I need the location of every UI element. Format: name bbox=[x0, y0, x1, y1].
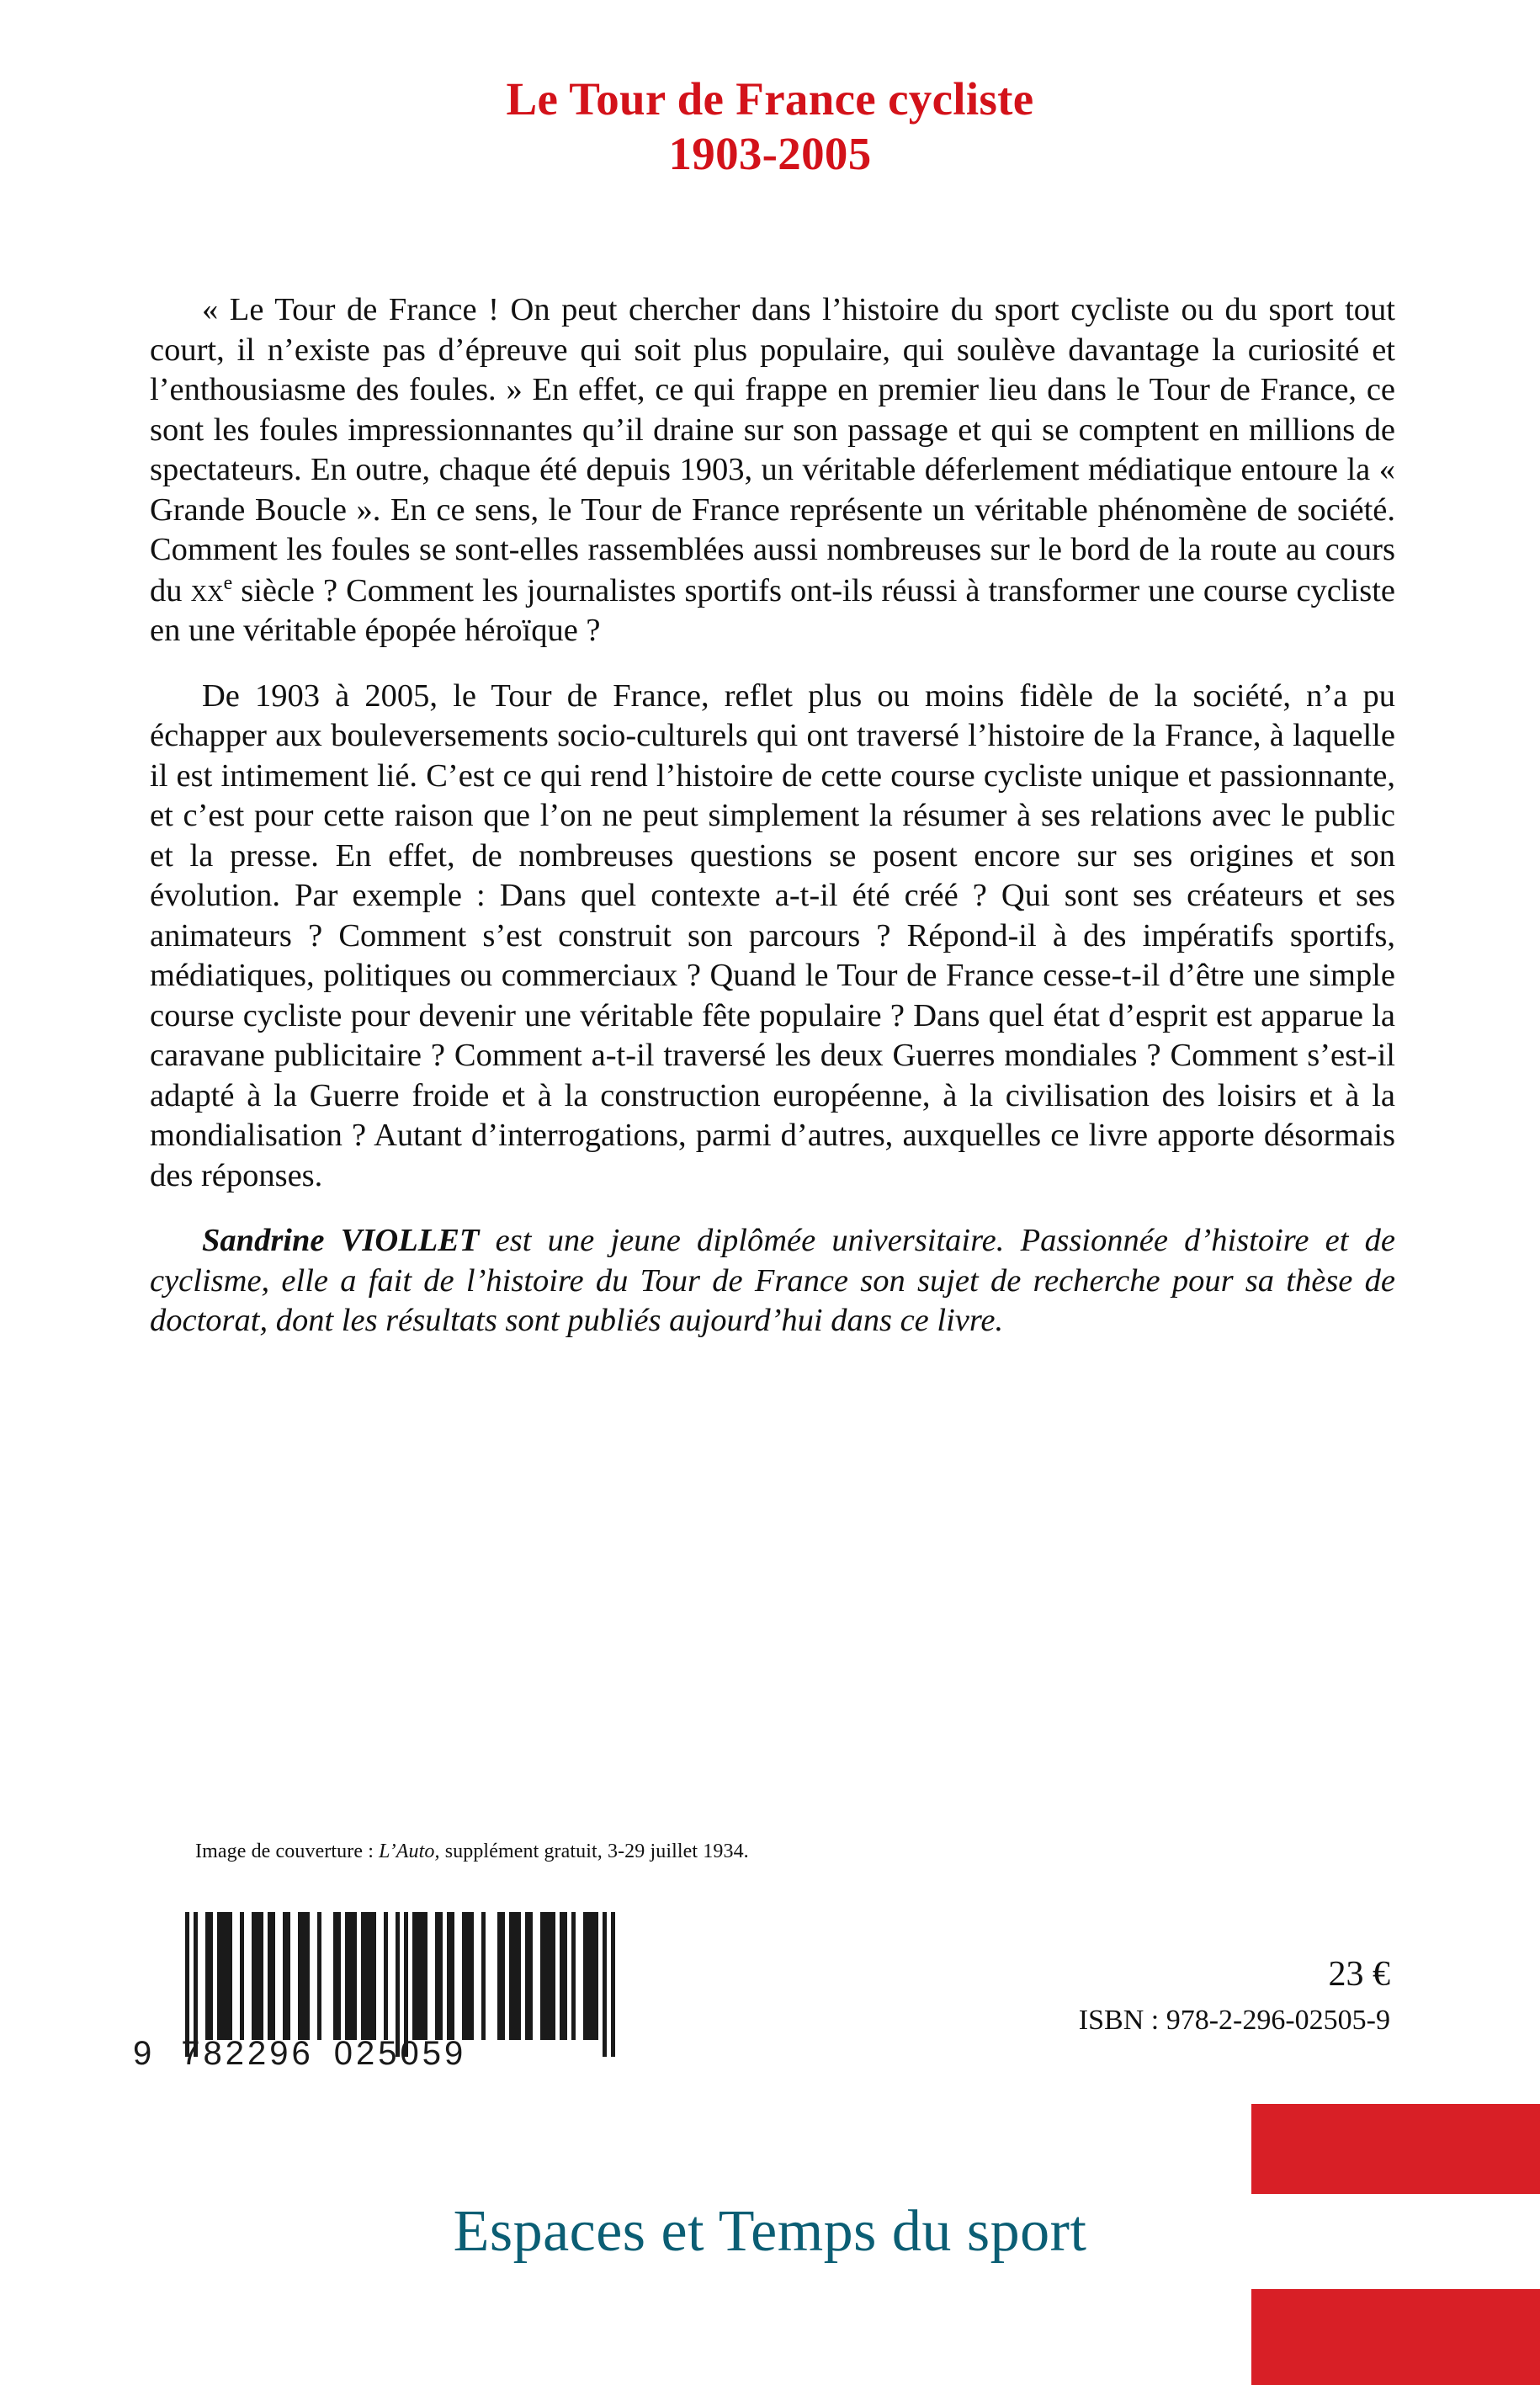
price-label: 23 € bbox=[1328, 1955, 1390, 1994]
book-title-line-1: Le Tour de France cycliste bbox=[506, 73, 1034, 125]
author-name: Sandrine VIOLLET bbox=[202, 1223, 480, 1258]
century-ordinal-suffix: e bbox=[223, 571, 233, 594]
barcode-left-group: 782296 bbox=[181, 2035, 314, 2072]
blurb-p1-part2: siècle ? Comment les journalistes sportifs ont-ils réussi à transformer une course cycliste en une véritable épopée héroïque ? bbox=[150, 572, 1395, 648]
book-title-line-2: 1903-2005 bbox=[668, 127, 872, 179]
blurb-paragraph-2: De 1903 à 2005, le Tour de France, reflet plus ou moins fidèle de la société, n’a pu échapper aux bouleversements socio-culturels qui ont traversé l’histoire de la France, à laquelle il est intimement lié. C’est ce qui rend l’histoire de cette course cycliste unique et passionnante, et c’est pour cette raison que l’on ne peut simplement la résumer à ses relations avec le public et la presse. En effet, de nombreuses questions se posent encore sur ses origines et son évolution. Par exemple : Dans quel contexte a-t-il été créé ? Qui sont ses créateurs et ses animateurs ? Comment s’est construit son parcours ? Répond-il à des impératifs sportifs, médiatiques, politiques ou commerciaux ? Quand le Tour de France cesse-t-il d’être une simple course cycliste pour devenir une véritable fête populaire ? Dans quel état d’esprit est apparue la caravane publicitaire ? Comment a-t-il traversé les deux Guerres mondiales ? Comment s’est-il adapté à la Guerre froide et à la construction européenne, à la civilisation des loisirs et à la mondialisation ? Autant d’interrogations, parmi d’autres, auxquelles ce livre apporte désormais des réponses. bbox=[150, 677, 1395, 1193]
barcode-digits bbox=[133, 2035, 503, 2073]
credit-source-title: L’Auto, bbox=[379, 1841, 440, 1862]
credit-prefix: Image de couverture : bbox=[195, 1841, 380, 1862]
barcode-bars bbox=[185, 1912, 615, 2040]
blurb-column bbox=[150, 290, 1395, 1341]
cover-image-credit bbox=[195, 1839, 749, 1865]
book-title-block bbox=[0, 72, 1540, 182]
credit-suffix: supplément gratuit, 3-29 juillet 1934. bbox=[439, 1841, 749, 1862]
blurb-paragraph-1 bbox=[150, 290, 1395, 651]
series-name: Espaces et Temps du sport bbox=[453, 2199, 1087, 2264]
century-roman-numeral: xx bbox=[190, 571, 224, 608]
series-accent-block-bottom bbox=[1251, 2289, 1540, 2385]
barcode-lead-digit: 9 bbox=[133, 2035, 153, 2072]
ean13-barcode bbox=[133, 1912, 503, 2072]
author-note bbox=[150, 1221, 1395, 1341]
author-note-text: est une jeune diplômée universitaire. Passionnée d’histoire et de cyclisme, elle a fait de l’histoire du Tour de France son sujet de recherche pour sa thèse de doctorat, dont les résultats sont publiés aujourd’hui dans ce livre. bbox=[150, 1223, 1396, 1338]
blurb-p1-part1: « Le Tour de France ! On peut chercher dans l’histoire du sport cycliste ou du sport tout court, il n’existe pas d’épreuve qui soit plus populaire, qui soulève davantage la curiosité et l’enthousiasme des foules. » En effet, ce qui frappe en premier lieu dans le Tour de France, ce sont les foules impressionnantes qu’il draine sur son passage et qui se comptent en millions de spectateurs. En outre, chaque été depuis 1903, un véritable déferlement médiatique entoure la « Grande Boucle ». En ce sens, le Tour de France représente un véritable phénomène de société. Comment les foules se sont-elles rassemblées aussi nombreuses sur le bord de la route au cours du bbox=[150, 292, 1395, 608]
isbn-label: ISBN : 978-2-296-02505-9 bbox=[1078, 2005, 1390, 2036]
barcode-right-group: 025059 bbox=[333, 2035, 467, 2072]
series-accent-block-top bbox=[1251, 2104, 1540, 2194]
